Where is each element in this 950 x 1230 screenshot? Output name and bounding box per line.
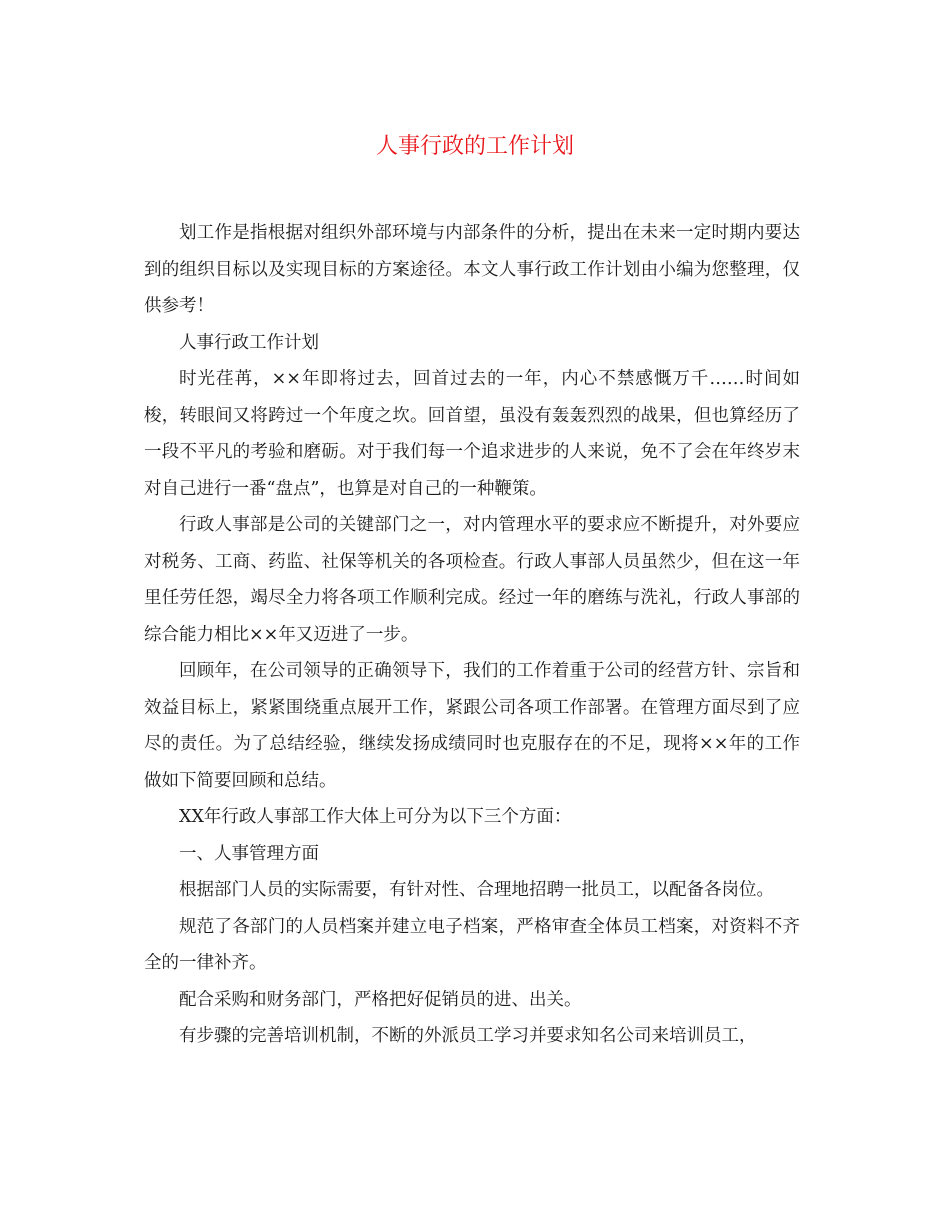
- paragraph-subheading: 人事行政工作计划: [179, 332, 319, 353]
- paragraph-intro: 划工作是指根据对组织外部环境与内部条件的分析，提出在未来一定时期内要达到的组织目标以及实现目标的方案途径。本文人事行政工作计划由小编为您整理，仅供参考！: [144, 223, 800, 316]
- section-heading-hr-management: 一、人事管理方面: [179, 843, 319, 864]
- paragraph-training: 有步骤的完善培训机制，不断的外派员工学习并要求知名公司来培训员工，: [179, 1026, 757, 1046]
- paragraph-promoters: 配合采购和财务部门，严格把好促销员的进、出关。: [179, 989, 582, 1010]
- paragraph-reflection: 时光荏苒，××年即将过去，回首过去的一年，内心不禁感慨万千……时间如梭，转眼间又将跨过一个年度之坎。回首望，虽没有轰轰烈烈的战果，但也算经历了一段不平凡的考验和磨砺。对于我们每一个追求进步的人来说，免不了会在年终岁末对自己进行一番“盘点”，也算是对自己的一种鞭策。: [144, 369, 800, 499]
- paragraph-recruitment: 根据部门人员的实际需要，有针对性、合理地招聘一批员工，以配备各岗位。: [179, 880, 774, 900]
- document-body: [144, 215, 800, 1055]
- paragraph-review: 回顾年，在公司领导的正确领导下，我们的工作着重于公司的经营方针、宗旨和效益目标上，紧紧围绕重点展开工作，紧跟公司各项工作部署。在管理方面尽到了应尽的责任。为了总结经验，继续发扬成绩同时也克服存在的不足，现将××年的工作做如下简要回顾和总结。: [144, 661, 800, 791]
- paragraph-three-aspects: XX年行政人事部工作大体上可分为以下三个方面：: [179, 807, 572, 827]
- paragraph-archives: 规范了各部门的人员档案并建立电子档案，严格审查全体员工档案，对资料不齐全的一律补齐。: [144, 916, 800, 973]
- document-title: 人事行政的工作计划: [375, 134, 574, 159]
- paragraph-department-role: 行政人事部是公司的关键部门之一，对内管理水平的要求应不断提升，对外要应对税务、工商、药监、社保等机关的各项检查。行政人事部人员虽然少，但在这一年里任劳任怨，竭尽全力将各项工作顺利完成。经过一年的磨练与洗礼，行政人事部的综合能力相比××年又迈进了一步。: [144, 515, 800, 645]
